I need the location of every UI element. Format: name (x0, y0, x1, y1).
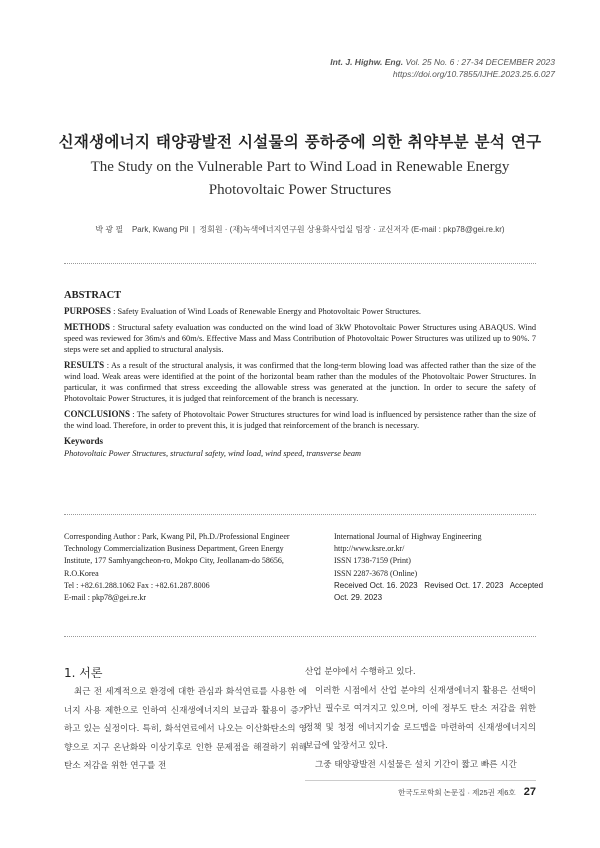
conclusions-label: CONCLUSIONS (64, 409, 131, 419)
journal-header (330, 56, 555, 80)
title-english-line2: Photovoltaic Power Structures (208, 182, 392, 198)
divider (64, 263, 536, 264)
received-label: Received (334, 580, 368, 590)
footer-journal: 한국도로학회 논문집 · 제25권 제6호 (398, 788, 516, 797)
methods-label: METHODS (64, 322, 111, 332)
corresponding-line: R.O.Korea (64, 568, 99, 578)
author-line: 박 광 필 Park, Kwang Pil | 정회원 · (재)녹색에너지연구원 상용화사업실 팀장 · 교신저자 (E-mail : pkp78@gei.re.kr) (95, 225, 505, 234)
body-paragraph: 산업 분야에서 수행하고 있다. (305, 667, 416, 677)
received-date: Oct. 16. 2023 (369, 580, 418, 590)
footer-rule (305, 780, 536, 781)
keywords-heading: Keywords (64, 436, 103, 446)
divider (64, 636, 536, 637)
author-name-en: Park, Kwang Pil (131, 225, 189, 234)
accepted-date: Oct. 29. 2023 (334, 593, 383, 603)
methods-text: : Structural safety evaluation was conducted on the wind load of 3kW Photovoltaic Power Structures using ABAQUS. Wind speed was reviewed for 36m/s and 60m/s. Effective Mass and Mass Contribution of Photovoltaic Power Structures was utilized up to 90%. 7 steps were set and applied to structural analysis. (64, 323, 536, 354)
corresponding-line: Tel : +82.61.288.1062 Fax : +82.61.287.8006 (64, 580, 210, 590)
body-paragraph: 이러한 시점에서 산업 분야의 신재생에너지 활용은 선택이 아닌 필수로 여겨지고 있으며, 이에 정부도 탄소 저감을 위한 정책 및 청정 에너지기술 로드맵을 마련하여 신재생에너지의 보급에 앞장서고 있다. (305, 685, 536, 752)
corresponding-line: Corresponding Author : Park, Kwang Pil, Ph.D./Professional Engineer (64, 532, 290, 541)
corresponding-line: Institute, 177 Samhyangcheon-ro, Mokpo City, Jeollanam-do 58656, (64, 556, 284, 566)
divider (64, 514, 536, 515)
title-english (0, 156, 600, 202)
title-english-line1: The Study on the Vulnerable Part to Wind Load in Renewable Energy (90, 159, 510, 175)
corresponding-line: Technology Commercialization Business Department, Green Energy (64, 544, 284, 554)
pub-url[interactable]: http://www.ksre.or.kr/ (334, 544, 405, 554)
corresponding-email: E-mail : pkp78@gei.re.kr (64, 593, 147, 603)
author-affiliation: 정회원 · (재)녹색에너지연구원 상용화사업실 팀장 · 교신저자 (E-mail : pkp78@gei.re.kr) (199, 225, 505, 234)
corresponding-author-info (64, 531, 302, 604)
pub-issn-print: ISSN 1738-7159 (Print) (334, 556, 411, 566)
pub-issn-online: ISSN 2287-3678 (Online) (334, 568, 418, 578)
body-paragraph: 그중 태양광발전 시설물은 설치 기간이 짧고 빠른 시간 (315, 759, 517, 770)
journal-volume: Vol. 25 No. 6 : 27-34 (405, 57, 484, 67)
pub-dates (334, 580, 544, 604)
title-korean: 신재생에너지 태양광발전 시설물의 풍하중에 의한 취약부분 분석 연구 (58, 133, 542, 151)
abstract (64, 290, 536, 459)
body-paragraph: 최근 전 세계적으로 환경에 대한 관심과 화석연료를 사용한 에너지 사용 제한으로 인하여 신재생에너지의 보급과 활용이 증가하고 있는 실정이다. 특히, 화석연료에서 나오는 이산화탄소의 영향으로 지구 온난화와 이상기후로 인한 문제점을 해결하기 위해 탄소 저감을 위한 연구를 전 (64, 687, 307, 772)
accepted-label: Accepted (509, 580, 544, 590)
page-number: 27 (523, 786, 536, 798)
page-footer (398, 786, 536, 798)
conclusions-text: : The safety of Photovoltaic Power Structures structures for wind load is influenced by persistence rather than the size of the wind load. Therefore, in order to prevent this, it is judged that reinforcement of the branch is necessary. (64, 410, 536, 430)
journal-date: DECEMBER 2023 (485, 57, 555, 67)
abstract-purposes (64, 306, 536, 317)
keywords: Photovoltaic Power Structures, structural safety, wind load, wind speed, transverse beam (64, 449, 361, 458)
revised-date: Oct. 17. 2023 (455, 580, 504, 590)
abstract-heading: ABSTRACT (64, 290, 122, 301)
abstract-conclusions (64, 409, 536, 431)
body-column-left (64, 683, 307, 776)
purposes-text: : Safety Evaluation of Wind Loads of Renewable Energy and Photovoltaic Power Structures. (111, 307, 421, 316)
journal-doi[interactable]: https://doi.org/10.7855/IJHE.2023.25.6.027 (392, 69, 555, 79)
journal-name: Int. J. Highw. Eng. (330, 57, 404, 67)
revised-label: Revised (424, 580, 454, 590)
purposes-label: PURPOSES (64, 306, 112, 316)
results-text: : As a result of the structural analysis, it was confirmed that the long-term blowing load was affected rather than the size of the wind load. Weak areas were identified at the point of the horizontal beam rather than the modules of the Photovoltaic Power Structures. In particular, it was confirmed that stress exceeding the allowable stress was generated at the junction. In order to secure the safety of Photovoltaic Power Structures, it is judged that reinforcement of the branch is necessary. (64, 361, 536, 403)
author-name-ko: 박 광 필 (95, 225, 124, 234)
section-heading: 1. 서론 (64, 666, 103, 680)
pub-journal: International Journal of Highway Engineering (334, 532, 482, 541)
results-label: RESULTS (64, 360, 105, 370)
publication-info (334, 531, 544, 604)
abstract-results (64, 360, 536, 404)
body-column-right (305, 663, 536, 775)
journal-citation (330, 56, 555, 68)
abstract-methods (64, 322, 536, 355)
